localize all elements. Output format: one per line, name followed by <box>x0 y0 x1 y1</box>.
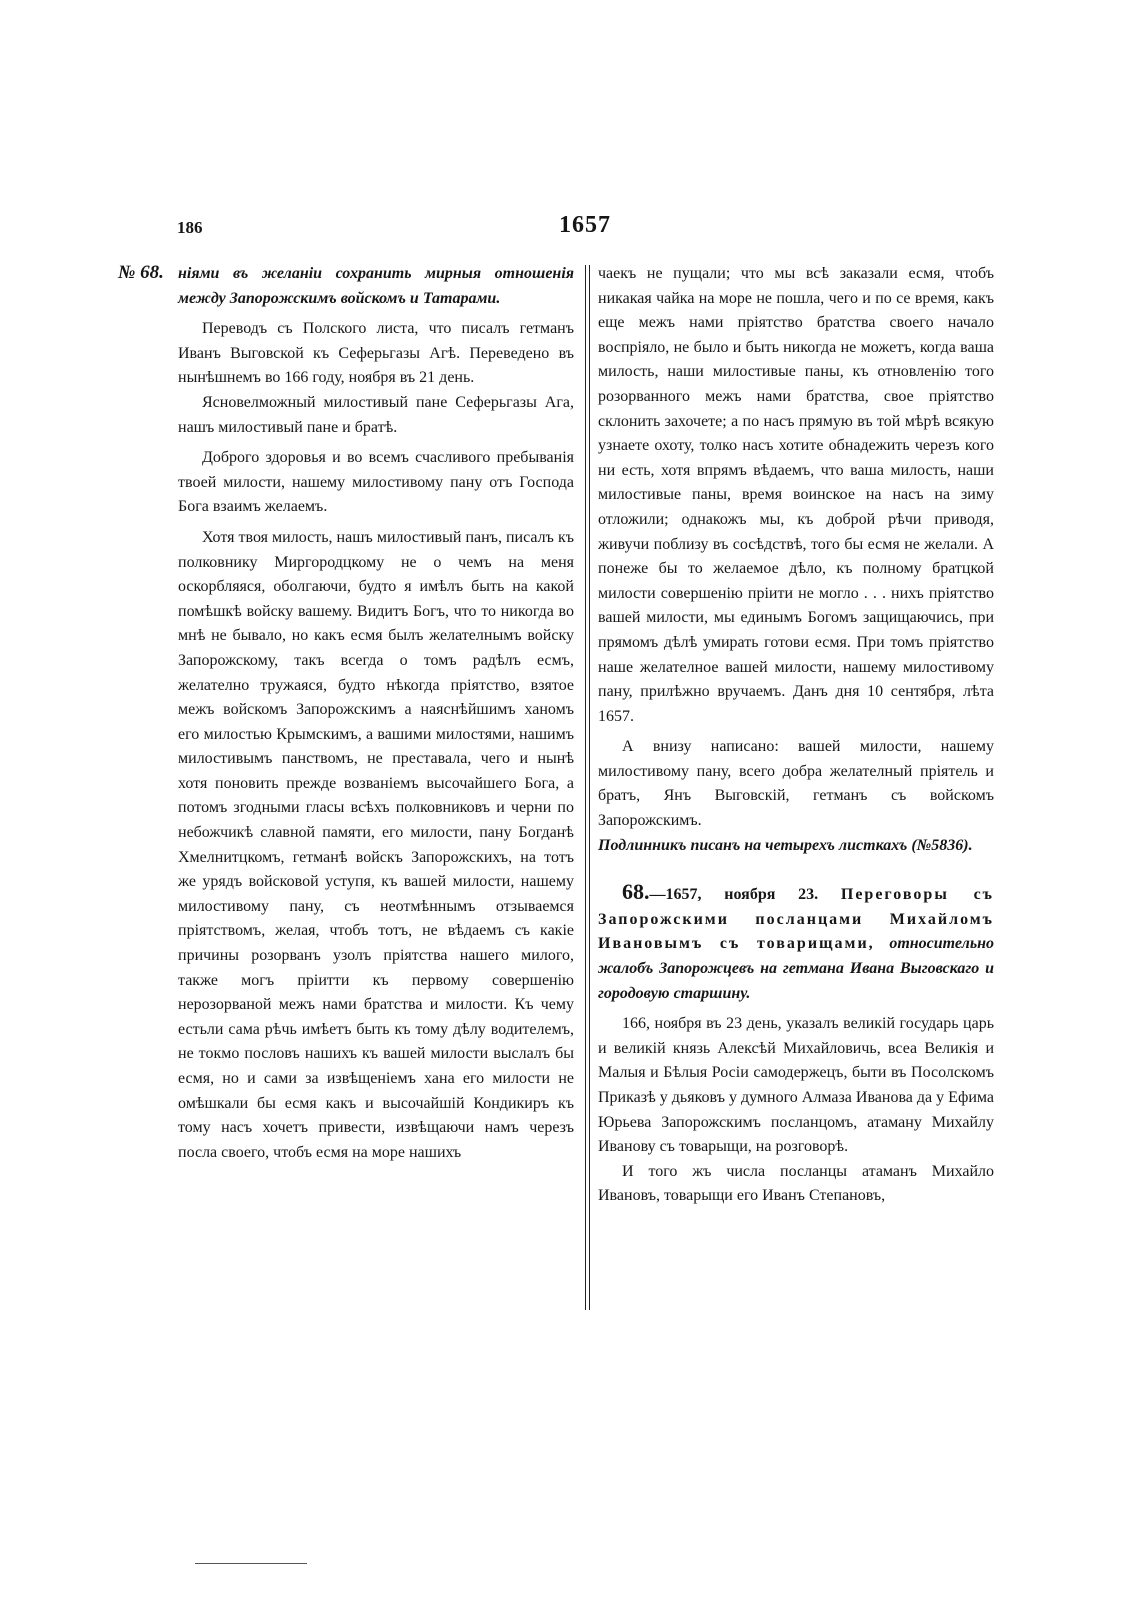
source-note: Подлинникъ писанъ на четырехъ листкахъ (№5836). <box>598 836 973 854</box>
document-68-title: Переговоры съ Запорожскими посланцами Михайломъ Ивановымъ съ товарищами, <box>598 886 994 953</box>
letter-salutation: Ясновелможный милостивый пане Сеферьгазы Ага, нашъ милостивый пане и братѣ. <box>178 393 574 436</box>
document-title-continuation: ніями въ желаніи сохранить мирныя отношенія между Запорожскимъ войскомъ и Татарами. <box>178 265 574 307</box>
translation-intro: Переводъ съ Полского листа, что писалъ гетманъ Иванъ Выговской къ Сеферьгазы Агѣ. Переведено въ нынѣшнемъ во 166 году, ноября въ 21 день. <box>178 320 574 387</box>
document-68-date: —1657, ноября 23. <box>649 886 819 904</box>
running-year: 1657 <box>559 212 611 238</box>
left-column <box>178 262 574 1165</box>
document-68-paragraph-2: И того жъ числа посланцы атаманъ Михайло Ивановъ, товарыщи его Иванъ Степановъ, <box>598 1162 994 1205</box>
letter-body-continued: чаекъ не пущали; что мы всѣ заказали есмя, чтобъ никакая чайка на море не пошла, чего и по се время, какъ еще межъ нами пріятство братства своего начало воспріяло, не было и быть никогда не можетъ, когда ваша милость, наши милостивые паны, къ отновленію того розорванного межъ нами братства, свое пріятство склонить захочете; а по насъ прямую въ той мѣрѣ всякую узнаете охоту, толко насъ хотите обнадежить черезъ кого ни есть, хотя впрямъ вѣдаемъ, что ваша милость, наши милостивые паны, время воинское на насъ на зиму отложили; однакожъ мы, къ доброй рѣчи приводя, живучи поблизу въ сосѣдствѣ, того бы есмя не желали. А понеже бы то желаемое дѣло, къ полному братцкой милости совершенію пріити не могло . . . нихъ пріятство вашей милости, мы единымъ Богомъ защищаючись, при прямомъ дѣлѣ умирать готови есмя. При томъ пріятство наше желателное вашей милости, нашему милостивому пану, прилѣжно вручаемъ. Данъ дня 10 сентября, лѣта 1657. <box>598 265 994 725</box>
document-68-heading <box>598 880 994 1006</box>
page-header <box>177 212 993 252</box>
margin-document-marker: № 68. <box>118 262 164 283</box>
document-68-number: 68. <box>622 879 650 905</box>
letter-body: Хотя твоя милость, нашъ милостивый панъ, писалъ къ полковнику Миргородцкому не о чемъ на меня оскорбляяся, оболгаючи, будто я имѣлъ быть на какой помѣшкѣ войску вашему. Видитъ Богъ, что то никогда во мнѣ не бывало, но какъ есмя былъ желателнымъ войску Запорожскому, такъ всегда о томъ радѣлъ есмъ, желателно тружаяся, будто нѣкогда пріятство, взятое межъ войскомъ Запорожскимъ а наяснѣйшимъ ханомъ его милостью Крымскимъ, а вашими милостями, нашимъ милостивымъ панствомъ, не преставала, чего и нынѣ хотя поновить прежде возванiемъ высочайшего Бога, а потомъ згодными гласы всѣхъ полковниковъ и черни по небожчикѣ славной памяти, его милости, пану Богданѣ Хмелнитцкомъ, гетманѣ войскъ Запорожскихъ, на тотъ же урядъ войсковой уступя, къ вашей милости, нашему милостивому пану, съ неотмѣннымъ отзываемся пріятствомъ, желая, чтобъ тотъ, не вѣдаемъ съ какіе причины розорванъ узолъ пріятства нашего милого, также могъ пріитти къ первому совершенію нерозорваной межъ нами братства и милости. Къ чему естьли сама рѣчь имѣетъ быть къ тому дѣлу водителемъ, не токмо пословъ нашихъ къ вашей милости выслалъ бы есмя, но и сами за извѣщенiемъ хана его милости не омѣшкали бы есмя какъ и высочайшій Кондикиръ къ тому насъ хочетъ привести, извѣщаючи намъ черезъ посла своего, чтобъ есмя на море нашихъ <box>178 528 574 1161</box>
right-column <box>598 262 994 1209</box>
page-number: 186 <box>177 218 203 237</box>
letter-greeting: Доброго здоровья и во всемъ счасливого пребыванія твоей милости, нашему милостивому пану отъ Господа Бога взаимъ желаемъ. <box>178 449 574 516</box>
column-divider <box>585 265 590 1310</box>
letter-signature: А внизу написано: вашей милости, нашему милостивому пану, всего добра желателный пріятель и братъ, Янъ Выговскій, гетманъ съ войскомъ Запорожскимъ. <box>598 738 994 830</box>
footer-rule <box>195 1563 307 1564</box>
document-68-subtitle: относительно жалобъ Запорожцевъ на гетмана Ивана Выговскаго и городовую старшину. <box>598 935 995 1002</box>
document-68-paragraph-1: 166, ноября въ 23 день, указалъ великій государь царь и великій князь Алексѣй Михайловичь, всеа Великія и Малыя и Бѣлыя Росіи самодержецъ, быти въ Посолскомъ Приказѣ у дьяковъ у думного Алмаза Иванова да у Ефима Юрьева Запорожскимъ посланцомъ, атаману Михайлу Иванову съ товарыщи, на розговорѣ. <box>598 1015 994 1156</box>
